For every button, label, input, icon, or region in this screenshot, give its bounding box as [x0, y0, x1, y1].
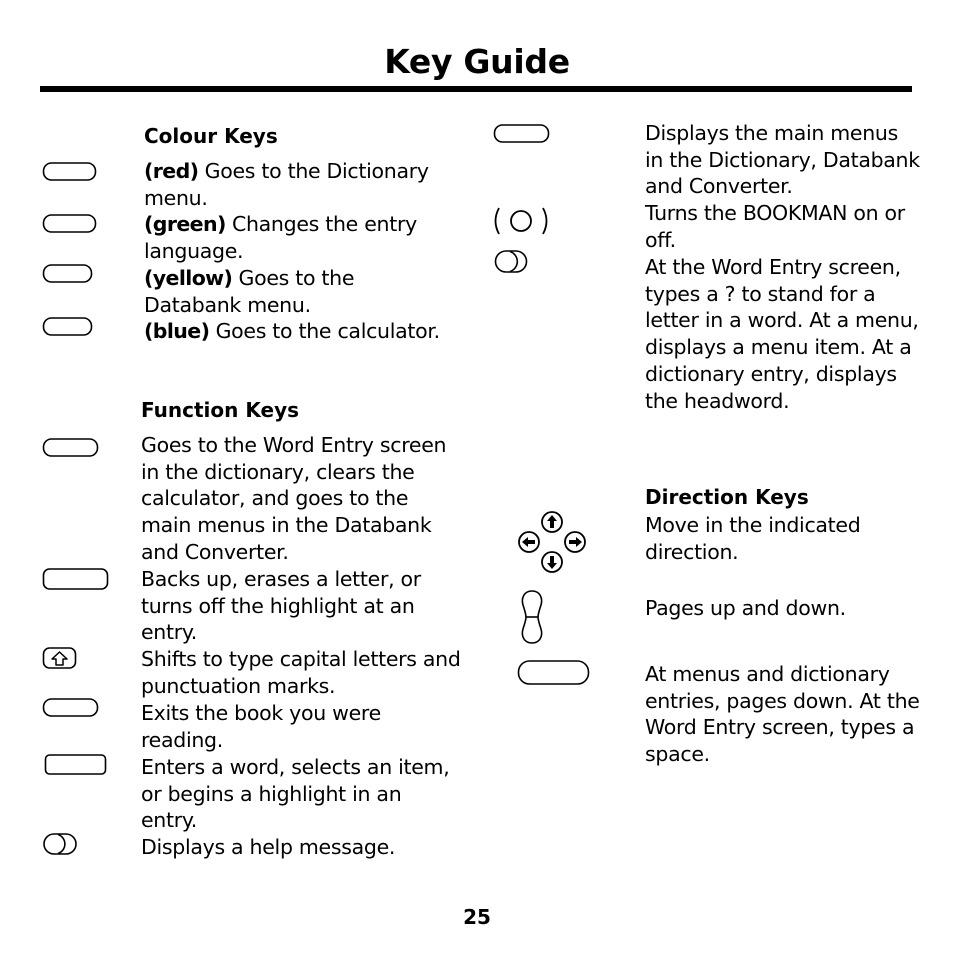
direction-keys-heading: Direction Keys — [645, 485, 809, 509]
page-up-down-description: Pages up and down. — [645, 596, 846, 620]
shift-key-icon — [42, 646, 78, 670]
function-keys-heading: Function Keys — [141, 398, 300, 422]
power-key-icon — [490, 205, 552, 237]
yellow-key-icon — [42, 263, 94, 285]
blue-key-label: (blue) — [144, 319, 210, 343]
red-key-text: Goes to the Dictionary menu. — [144, 159, 429, 210]
green-key-text: Changes the entry language. — [144, 212, 417, 263]
blue-key-text: Goes to the calculator. — [215, 319, 440, 343]
green-key-description — [144, 211, 444, 264]
enter-key-description: Enters a word, selects an item, or begins a highlight in an entry. — [141, 755, 450, 833]
space-key-icon — [517, 659, 591, 687]
green-key-label: (green) — [144, 212, 226, 236]
colour-keys-heading: Colour Keys — [144, 124, 278, 148]
green-key-icon — [42, 213, 98, 235]
exit-key-description: Exits the book you were reading. — [141, 701, 381, 752]
back-key-description: Backs up, erases a letter, or turns off the highlight at an entry. — [141, 567, 421, 645]
exit-key-icon — [42, 697, 100, 719]
red-key-icon — [42, 161, 98, 183]
title-rule — [40, 86, 912, 92]
yellow-key-text: Goes to the Databank menu. — [144, 266, 355, 317]
yellow-key-description — [144, 265, 444, 318]
clear-key-description: Goes to the Word Entry screen in the dictionary, clears the calculator, and goes to the main menus in the Databank and Converter. — [141, 433, 447, 564]
help-key-description: Displays a help message. — [141, 835, 396, 859]
page-title: Key Guide — [384, 42, 570, 81]
red-key-label: (red) — [144, 159, 199, 183]
red-key-description — [144, 158, 444, 211]
question-key-icon — [494, 249, 530, 275]
blue-key-description — [144, 318, 454, 345]
help-key-icon — [42, 832, 78, 856]
menu-key-icon — [493, 123, 551, 145]
enter-key-icon — [44, 753, 108, 777]
page-up-down-icon — [518, 589, 546, 645]
shift-key-description: Shifts to type capital letters and punctuation marks. — [141, 647, 461, 698]
page-number: 25 — [463, 905, 491, 929]
menu-key-description: Displays the main menus in the Dictionary, Databank and Converter. — [645, 121, 920, 199]
space-key-description: At menus and dictionary entries, pages down. At the Word Entry screen, types a space. — [645, 662, 920, 767]
back-key-icon — [42, 567, 110, 591]
blue-key-icon — [42, 316, 94, 338]
direction-pad-icon — [516, 509, 588, 575]
clear-key-icon — [42, 437, 100, 459]
direction-pad-description: Move in the indicated direction. — [645, 513, 861, 564]
yellow-key-label: (yellow) — [144, 266, 233, 290]
question-key-description: At the Word Entry screen, types a ? to stand for a letter in a word. At a menu, displays a menu item. At a dictionary entry, displays the headword. — [645, 255, 919, 413]
power-key-description: Turns the BOOKMAN on or off. — [645, 201, 905, 252]
